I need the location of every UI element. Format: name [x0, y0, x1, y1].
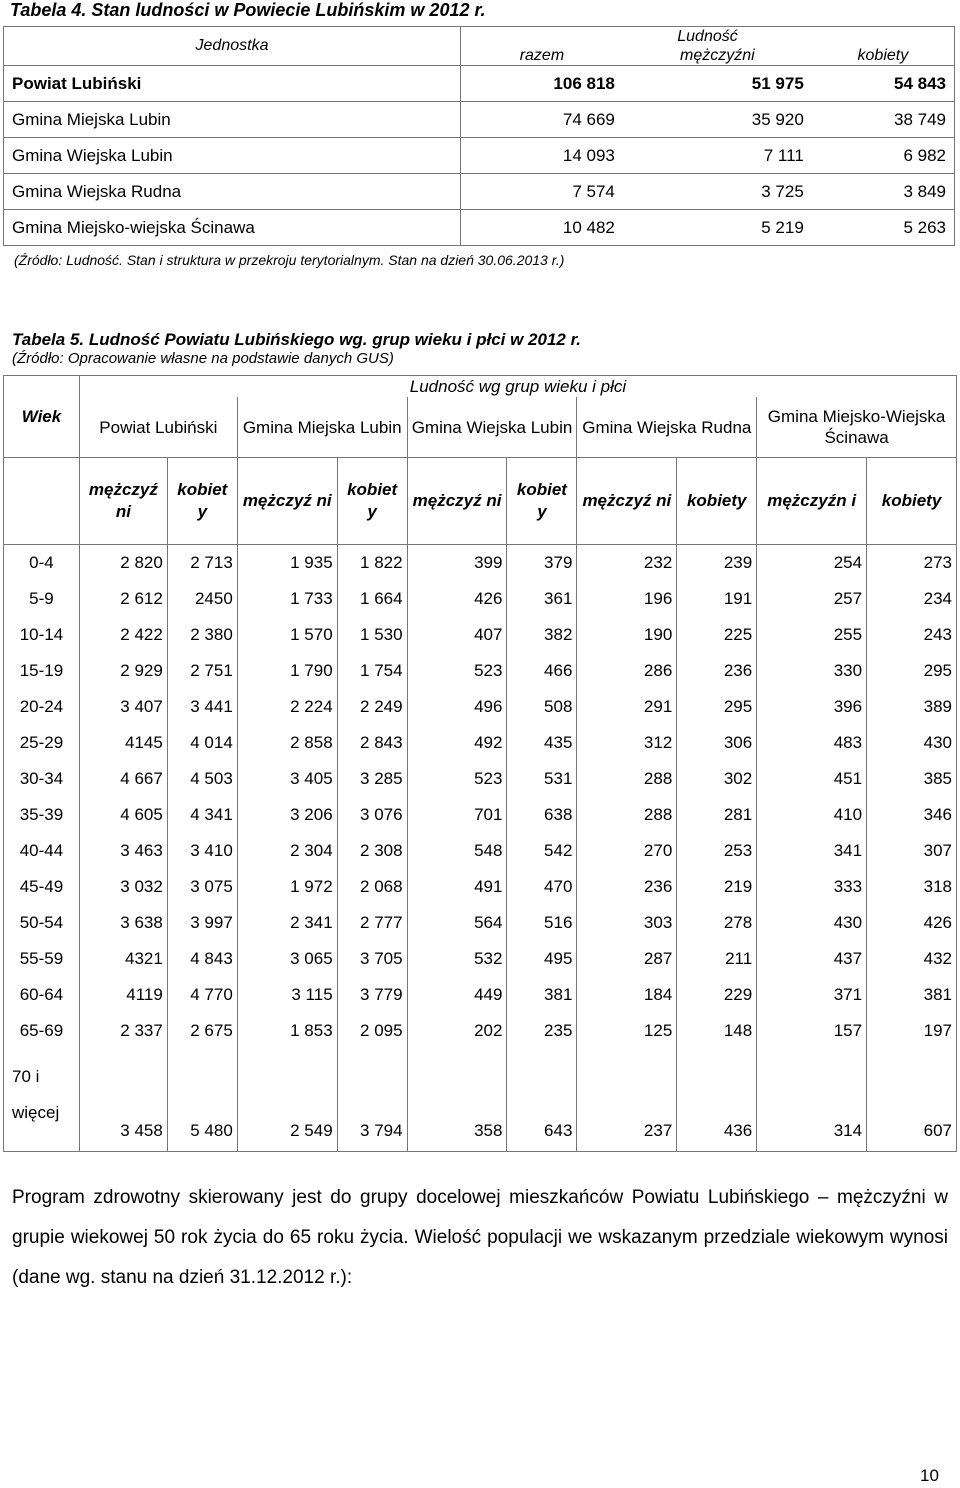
table5-body [4, 545, 957, 1050]
age-cell: 20-24 [4, 689, 80, 725]
unit-header-gw-rudna: Gmina Wiejska Rudna [577, 397, 757, 458]
value-cell: 435 [507, 725, 577, 761]
table4 [3, 26, 955, 246]
women-cell: 6 982 [812, 138, 955, 174]
value-cell: 2 095 [337, 1013, 407, 1049]
value-cell: 4 770 [167, 977, 237, 1013]
age-cell: 30-34 [4, 761, 80, 797]
value-cell: 432 [867, 941, 957, 977]
table4-title: Tabela 4. Stan ludności w Powiecie Lubińskim w 2012 r. [10, 0, 486, 20]
age-cell: 60-64 [4, 977, 80, 1013]
value-cell: 3 115 [237, 977, 337, 1013]
total-cell: 74 669 [461, 102, 623, 138]
value-cell: 3 458 [79, 1049, 167, 1152]
value-cell: 2 308 [337, 833, 407, 869]
table-row [4, 905, 957, 941]
value-cell: 346 [867, 797, 957, 833]
value-cell: 1 530 [337, 617, 407, 653]
value-cell: 483 [757, 725, 867, 761]
value-cell: 430 [867, 725, 957, 761]
value-cell: 542 [507, 833, 577, 869]
value-cell: 278 [677, 905, 757, 941]
table-row [4, 869, 957, 905]
sub-header-women: kobiet y [507, 458, 577, 545]
value-cell: 2 249 [337, 689, 407, 725]
value-cell: 426 [407, 581, 507, 617]
value-cell: 196 [577, 581, 677, 617]
value-cell: 4 014 [167, 725, 237, 761]
sub-header-men: mężczyź ni [79, 458, 167, 545]
value-cell: 257 [757, 581, 867, 617]
value-cell: 295 [867, 653, 957, 689]
table-row [4, 833, 957, 869]
value-cell: 286 [577, 653, 677, 689]
value-cell: 1 972 [237, 869, 337, 905]
value-cell: 2 341 [237, 905, 337, 941]
table-row [4, 761, 957, 797]
body-paragraph: Program zdrowotny skierowany jest do grupy docelowej mieszkańców Powiatu Lubińskiego – mężczyźni w grupie wiekowej 50 rok życia do 65 roku życia. Wielość populacji we wskazanym przedziale wiekowym wynosi (dane wg. stanu na dzień 31.12.2012 r.): [12, 1187, 948, 1288]
value-cell: 1 664 [337, 581, 407, 617]
value-cell: 358 [407, 1049, 507, 1152]
value-cell: 1 935 [237, 545, 337, 582]
value-cell: 3 065 [237, 941, 337, 977]
value-cell: 5 480 [167, 1049, 237, 1152]
value-cell: 523 [407, 761, 507, 797]
value-cell: 255 [757, 617, 867, 653]
sub-header-women: kobiety [867, 458, 957, 545]
value-cell: 451 [757, 761, 867, 797]
total-cell: 7 574 [461, 174, 623, 210]
age-cell: 40-44 [4, 833, 80, 869]
value-cell: 3 407 [79, 689, 167, 725]
value-cell: 333 [757, 869, 867, 905]
value-cell: 234 [867, 581, 957, 617]
value-cell: 1 570 [237, 617, 337, 653]
value-cell: 2 612 [79, 581, 167, 617]
value-cell: 236 [577, 869, 677, 905]
value-cell: 3 405 [237, 761, 337, 797]
value-cell: 4 843 [167, 941, 237, 977]
value-cell: 399 [407, 545, 507, 582]
table4-source: (Źródło: Ludność. Stan i struktura w przekroju terytorialnym. Stan na dzień 30.06.2013 r.) [14, 252, 565, 268]
value-cell: 436 [677, 1049, 757, 1152]
unit-header-powiat: Powiat Lubiński [79, 397, 237, 458]
value-cell: 2 713 [167, 545, 237, 582]
value-cell: 302 [677, 761, 757, 797]
value-cell: 2 549 [237, 1049, 337, 1152]
age-cell: 45-49 [4, 869, 80, 905]
value-cell: 3 794 [337, 1049, 407, 1152]
value-cell: 184 [577, 977, 677, 1013]
total-cell: 14 093 [461, 138, 623, 174]
value-cell: 253 [677, 833, 757, 869]
table4-header-group: Ludność [461, 27, 955, 47]
value-cell: 638 [507, 797, 577, 833]
value-cell: 2 068 [337, 869, 407, 905]
value-cell: 219 [677, 869, 757, 905]
value-cell: 229 [677, 977, 757, 1013]
unit-name: Gmina Wiejska Rudna [4, 174, 461, 210]
table-row [4, 138, 955, 174]
value-cell: 426 [867, 905, 957, 941]
value-cell: 491 [407, 869, 507, 905]
value-cell: 2 751 [167, 653, 237, 689]
total-cell: 10 482 [461, 210, 623, 246]
value-cell: 211 [677, 941, 757, 977]
value-cell: 470 [507, 869, 577, 905]
value-cell: 407 [407, 617, 507, 653]
age-cell: 10-14 [4, 617, 80, 653]
value-cell: 3 076 [337, 797, 407, 833]
value-cell: 3 441 [167, 689, 237, 725]
value-cell: 237 [577, 1049, 677, 1152]
sub-header-women: kobiet y [167, 458, 237, 545]
table-row [4, 653, 957, 689]
value-cell: 4145 [79, 725, 167, 761]
value-cell: 531 [507, 761, 577, 797]
sub-header-men: mężczyź ni [237, 458, 337, 545]
value-cell: 379 [507, 545, 577, 582]
value-cell: 197 [867, 1013, 957, 1049]
women-cell: 5 263 [812, 210, 955, 246]
unit-header-scinawa: Gmina Miejsko-Wiejska Ścinawa [757, 397, 957, 458]
value-cell: 148 [677, 1013, 757, 1049]
women-cell: 38 749 [812, 102, 955, 138]
women-cell: 3 849 [812, 174, 955, 210]
value-cell: 4119 [79, 977, 167, 1013]
table-row [4, 977, 957, 1013]
value-cell: 4321 [79, 941, 167, 977]
value-cell: 4 341 [167, 797, 237, 833]
value-cell: 3 410 [167, 833, 237, 869]
table-row [4, 1013, 957, 1049]
table-row [4, 174, 955, 210]
value-cell: 281 [677, 797, 757, 833]
value-cell: 341 [757, 833, 867, 869]
value-cell: 306 [677, 725, 757, 761]
value-cell: 382 [507, 617, 577, 653]
value-cell: 1 853 [237, 1013, 337, 1049]
table5-source: (Źródło: Opracowanie własne na podstawie danych GUS) [12, 350, 394, 367]
value-cell: 125 [577, 1013, 677, 1049]
sub-header-men: mężczyźn i [757, 458, 867, 545]
value-cell: 2 820 [79, 545, 167, 582]
value-cell: 2 422 [79, 617, 167, 653]
total-cell: 106 818 [461, 66, 623, 102]
table-row [4, 689, 957, 725]
value-cell: 2 380 [167, 617, 237, 653]
women-cell: 54 843 [812, 66, 955, 102]
men-cell: 7 111 [623, 138, 812, 174]
table-row [4, 941, 957, 977]
value-cell: 1 822 [337, 545, 407, 582]
value-cell: 495 [507, 941, 577, 977]
men-cell: 5 219 [623, 210, 812, 246]
group-header: Ludność wg grup wieku i płci [79, 376, 956, 398]
men-cell: 35 920 [623, 102, 812, 138]
value-cell: 3 206 [237, 797, 337, 833]
value-cell: 3 705 [337, 941, 407, 977]
value-cell: 2 777 [337, 905, 407, 941]
age-label-line1: 70 i [12, 1067, 40, 1086]
table-row [4, 102, 955, 138]
value-cell: 307 [867, 833, 957, 869]
value-cell: 288 [577, 761, 677, 797]
value-cell: 430 [757, 905, 867, 941]
sub-header-men: mężczyź ni [577, 458, 677, 545]
value-cell: 2 304 [237, 833, 337, 869]
sub-header-men: mężczyź ni [407, 458, 507, 545]
value-cell: 396 [757, 689, 867, 725]
value-cell: 371 [757, 977, 867, 1013]
page-number: 10 [920, 1466, 939, 1485]
value-cell: 225 [677, 617, 757, 653]
value-cell: 232 [577, 545, 677, 582]
value-cell: 303 [577, 905, 677, 941]
value-cell: 523 [407, 653, 507, 689]
value-cell: 361 [507, 581, 577, 617]
unit-name: Gmina Miejsko-wiejska Ścinawa [4, 210, 461, 246]
value-cell: 385 [867, 761, 957, 797]
value-cell: 254 [757, 545, 867, 582]
unit-name: Gmina Miejska Lubin [4, 102, 461, 138]
value-cell: 496 [407, 689, 507, 725]
age-cell: 65-69 [4, 1013, 80, 1049]
age-cell: 15-19 [4, 653, 80, 689]
men-cell: 3 725 [623, 174, 812, 210]
table4-header-men: mężczyźni [623, 46, 812, 66]
value-cell: 3 997 [167, 905, 237, 941]
value-cell: 1 790 [237, 653, 337, 689]
value-cell: 202 [407, 1013, 507, 1049]
value-cell: 295 [677, 689, 757, 725]
value-cell: 287 [577, 941, 677, 977]
table-row [4, 725, 957, 761]
table-row [4, 581, 957, 617]
value-cell: 3 285 [337, 761, 407, 797]
value-cell: 3 779 [337, 977, 407, 1013]
age-cell: 55-59 [4, 941, 80, 977]
value-cell: 157 [757, 1013, 867, 1049]
table5 [3, 375, 957, 1152]
value-cell: 3 638 [79, 905, 167, 941]
age-spacer [4, 458, 80, 545]
value-cell: 2 929 [79, 653, 167, 689]
value-cell: 3 075 [167, 869, 237, 905]
value-cell: 4 667 [79, 761, 167, 797]
table-row [4, 1049, 957, 1152]
value-cell: 607 [867, 1049, 957, 1152]
unit-header-gm-lubin: Gmina Miejska Lubin [237, 397, 407, 458]
value-cell: 318 [867, 869, 957, 905]
value-cell: 191 [677, 581, 757, 617]
value-cell: 1 754 [337, 653, 407, 689]
table-row [4, 210, 955, 246]
value-cell: 532 [407, 941, 507, 977]
value-cell: 243 [867, 617, 957, 653]
age-header: Wiek [4, 376, 80, 458]
value-cell: 381 [507, 977, 577, 1013]
value-cell: 314 [757, 1049, 867, 1152]
value-cell: 312 [577, 725, 677, 761]
table5-title: Tabela 5. Ludność Powiatu Lubińskiego wg. grup wieku i płci w 2012 r. [12, 330, 581, 349]
age-cell: 5-9 [4, 581, 80, 617]
age-cell: 0-4 [4, 545, 80, 582]
value-cell: 330 [757, 653, 867, 689]
value-cell: 2 224 [237, 689, 337, 725]
value-cell: 288 [577, 797, 677, 833]
table-row [4, 797, 957, 833]
unit-name: Powiat Lubiński [4, 66, 461, 102]
value-cell: 4 503 [167, 761, 237, 797]
age-label-line2: więcej [12, 1103, 60, 1122]
unit-header-gw-lubin: Gmina Wiejska Lubin [407, 397, 577, 458]
value-cell: 548 [407, 833, 507, 869]
value-cell: 1 733 [237, 581, 337, 617]
sub-header-women: kobiet y [337, 458, 407, 545]
sub-header-women: kobiety [677, 458, 757, 545]
table4-header-women: kobiety [812, 46, 955, 66]
value-cell: 492 [407, 725, 507, 761]
value-cell: 236 [677, 653, 757, 689]
value-cell: 3 032 [79, 869, 167, 905]
men-cell: 51 975 [623, 66, 812, 102]
value-cell: 381 [867, 977, 957, 1013]
age-cell: 25-29 [4, 725, 80, 761]
value-cell: 516 [507, 905, 577, 941]
value-cell: 410 [757, 797, 867, 833]
value-cell: 235 [507, 1013, 577, 1049]
value-cell: 4 605 [79, 797, 167, 833]
value-cell: 564 [407, 905, 507, 941]
value-cell: 437 [757, 941, 867, 977]
value-cell: 2 337 [79, 1013, 167, 1049]
age-cell: 50-54 [4, 905, 80, 941]
value-cell: 2 843 [337, 725, 407, 761]
value-cell: 3 463 [79, 833, 167, 869]
value-cell: 508 [507, 689, 577, 725]
age-cell [4, 1049, 80, 1152]
value-cell: 239 [677, 545, 757, 582]
value-cell: 389 [867, 689, 957, 725]
value-cell: 449 [407, 977, 507, 1013]
value-cell: 190 [577, 617, 677, 653]
age-cell: 35-39 [4, 797, 80, 833]
unit-name: Gmina Wiejska Lubin [4, 138, 461, 174]
table-row [4, 66, 955, 102]
value-cell: 701 [407, 797, 507, 833]
value-cell: 2 675 [167, 1013, 237, 1049]
value-cell: 2 858 [237, 725, 337, 761]
table4-header-razem: razem [461, 46, 623, 66]
value-cell: 466 [507, 653, 577, 689]
value-cell: 2450 [167, 581, 237, 617]
table4-header-unit: Jednostka [4, 27, 461, 66]
value-cell: 273 [867, 545, 957, 582]
value-cell: 291 [577, 689, 677, 725]
table-row [4, 617, 957, 653]
value-cell: 270 [577, 833, 677, 869]
table-row [4, 545, 957, 582]
value-cell: 643 [507, 1049, 577, 1152]
